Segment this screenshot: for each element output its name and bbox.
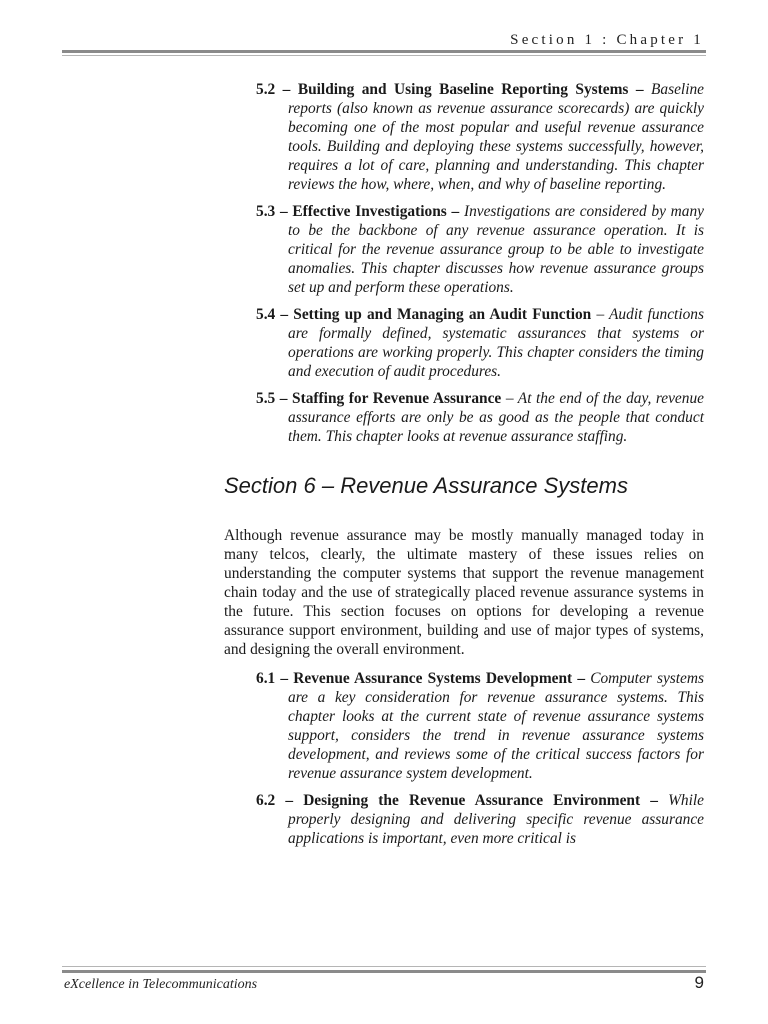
footer-rule <box>62 970 706 973</box>
entry-title: 5.4 – Setting up and Managing an Audit Function <box>256 306 592 323</box>
page-body <box>224 80 704 856</box>
entry-description: While properly designing and delivering specific revenue assurance applications is important, even more critical is <box>288 792 704 847</box>
entry-description: – Audit functions are formally defined, systematic assurances that systems or operations are working properly. This chapter considers the timing and execution of audit procedures. <box>288 306 704 380</box>
entry-title: 6.1 – Revenue Assurance Systems Development – <box>256 670 586 687</box>
entry-description: Baseline reports (also known as revenue assurance scorecards) are quickly becoming one of the most popular and useful revenue assurance tools. Building and deploying these systems successfully, however, requires a lot of care, planning and understanding. This chapter reviews the how, where, when, and why of baseline reporting. <box>288 81 704 193</box>
section-intro-paragraph: Although revenue assurance may be mostly manually managed today in many telcos, clearly, the ultimate mastery of these issues relies on understanding the computer systems that support the revenue management chain today and the use of strategically placed revenue assurance systems in the future. This section focuses on options for developing a revenue assurance support environment, building and use of major types of systems, and designing the overall environment. <box>224 527 704 658</box>
chapter-entry-5-2 <box>256 80 704 194</box>
chapter-entry-5-4 <box>256 305 704 381</box>
entry-title: 5.5 – Staffing for Revenue Assurance <box>256 390 502 407</box>
entry-description: Computer systems are a key consideration for revenue assurance systems. This chapter looks at the current state of revenue assurance systems support, considers the trend in revenue assurance systems development, and reviews some of the critical success factors for revenue assurance system development. <box>288 670 704 782</box>
chapter-entry-6-1 <box>256 669 704 783</box>
section-heading: Section 6 – Revenue Assurance Systems <box>224 473 628 498</box>
footer-publication: eXcellence in Telecommunications <box>64 977 258 992</box>
header-rule <box>62 50 706 53</box>
chapter-entry-5-5 <box>256 389 704 446</box>
entry-description: Investigations are considered by many to be the backbone of any revenue assurance operation. It is critical for the revenue assurance group to be able to investigate anomalies. This chapter discusses how revenue assurance groups set up and perform these operations. <box>288 203 704 296</box>
entry-title: 5.3 – Effective Investigations – <box>256 203 460 220</box>
entry-title: 6.2 – Designing the Revenue Assurance Environment – <box>256 792 658 809</box>
running-header: Section 1 : Chapter 1 <box>510 32 704 48</box>
entry-title: 5.2 – Building and Using Baseline Reporting Systems – <box>256 81 644 98</box>
footer-rule-thin <box>62 966 706 967</box>
entry-description: – At the end of the day, revenue assurance efforts are only be as good as the people that conduct them. This chapter looks at revenue assurance staffing. <box>288 390 704 445</box>
header-rule-thin <box>62 55 706 56</box>
chapter-entry-6-2 <box>256 791 704 848</box>
page-number: 9 <box>694 973 704 992</box>
chapter-entry-5-3 <box>256 202 704 297</box>
